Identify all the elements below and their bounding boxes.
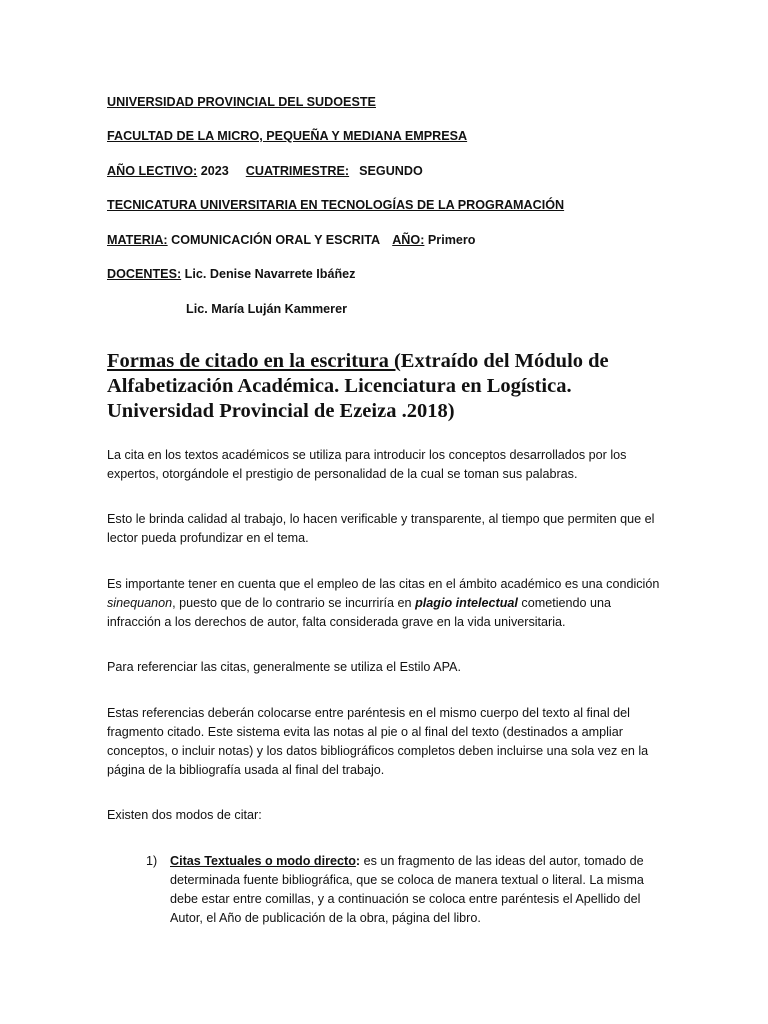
document-title <box>107 349 667 424</box>
teacher-1: Lic. Denise Navarrete Ibáñez <box>184 267 356 281</box>
plagiarism-term: plagio intelectual <box>415 596 518 610</box>
term-label: CUATRIMESTRE: <box>245 164 350 178</box>
paragraph-3: Es importante tener en cuenta que el empleo de las citas en el ámbito académico es una condición sinequanon, puesto que de lo contrario se incurriría en plagio intelectual cometiendo una infracción a los derechos de autor, falta considerada grave en la vida universitaria. <box>107 577 660 629</box>
sinequanon-term: sinequanon <box>107 596 173 610</box>
title-underlined: Formas de citado en la escritura ( <box>107 350 401 372</box>
subject-value: COMUNICACIÓN ORAL Y ESCRITA <box>171 233 380 247</box>
paragraph-6: Existen dos modos de citar: <box>107 808 262 822</box>
year-label: AÑO LECTIVO: <box>107 164 198 178</box>
list-item-number: 1) <box>146 854 158 868</box>
term-value: SEGUNDO <box>359 164 423 178</box>
teachers-line <box>107 267 355 281</box>
academic-year-line <box>107 164 423 178</box>
year-value: 2023 <box>200 164 229 178</box>
paragraph-2: Esto le brinda calidad al trabajo, lo hacen verificable y transparente, al tiempo que permiten que el lector pueda profundizar en el tema. <box>107 512 655 545</box>
course-year-label: AÑO: <box>392 233 425 247</box>
list-item-body: Citas Textuales o modo directo: es un fragmento de las ideas del autor, tomado de determinada fuente bibliográfica, que se coloca de manera textual o literal. La misma debe estar entre comillas, y a continuación se coloca entre paréntesis el Apellido del Autor, el Año de publicación de la obra, página del libro. <box>170 854 644 925</box>
list-item-term: Citas Textuales o modo directo <box>170 854 356 868</box>
paragraph-4: Para referenciar las citas, generalmente se utiliza el Estilo APA. <box>107 660 461 674</box>
list-item <box>146 852 656 928</box>
course-year-value: Primero <box>427 233 476 247</box>
list-item-text: es un fragmento de las ideas del autor, tomado de determinada fuente bibliográfica, que se coloca de manera textual o literal. La misma debe estar entre comillas, y a continuación se coloca entre paréntesis el Apellido del Autor, el Año de publicación de la obra, página del libro. <box>170 854 644 925</box>
teachers-label: DOCENTES: <box>107 267 182 281</box>
paragraph-1: La cita en los textos académicos se utiliza para introducir los conceptos desarrollados por los expertos, otorgándole el prestigio de personalidad de la cual se toman sus palabras. <box>107 448 627 481</box>
teacher-2: Lic. María Luján Kammerer <box>186 302 347 316</box>
subject-line <box>107 233 476 247</box>
university-name: UNIVERSIDAD PROVINCIAL DEL SUDOESTE <box>107 95 376 109</box>
paragraph-5: Estas referencias deberán colocarse entre paréntesis en el mismo cuerpo del texto al final del fragmento citado. Este sistema evita las notas al pie o al final del texto (destinados a ampliar conceptos, o incluir notas) y los datos bibliográficos completos deben incluirse una sola vez en la página de la bibliografía usada al final del trabajo. <box>107 706 649 777</box>
faculty-name: FACULTAD DE LA MICRO, PEQUEÑA Y MEDIANA EMPRESA <box>107 129 468 143</box>
program-name: TECNICATURA UNIVERSITARIA EN TECNOLOGÍAS DE LA PROGRAMACIÓN <box>107 198 565 212</box>
title-rest: Extraído del Módulo de Alfabetización Académica. Licenciatura en Logística. Universidad Provincial de Ezeiza .2018) <box>107 350 609 422</box>
subject-label: MATERIA: <box>107 233 168 247</box>
